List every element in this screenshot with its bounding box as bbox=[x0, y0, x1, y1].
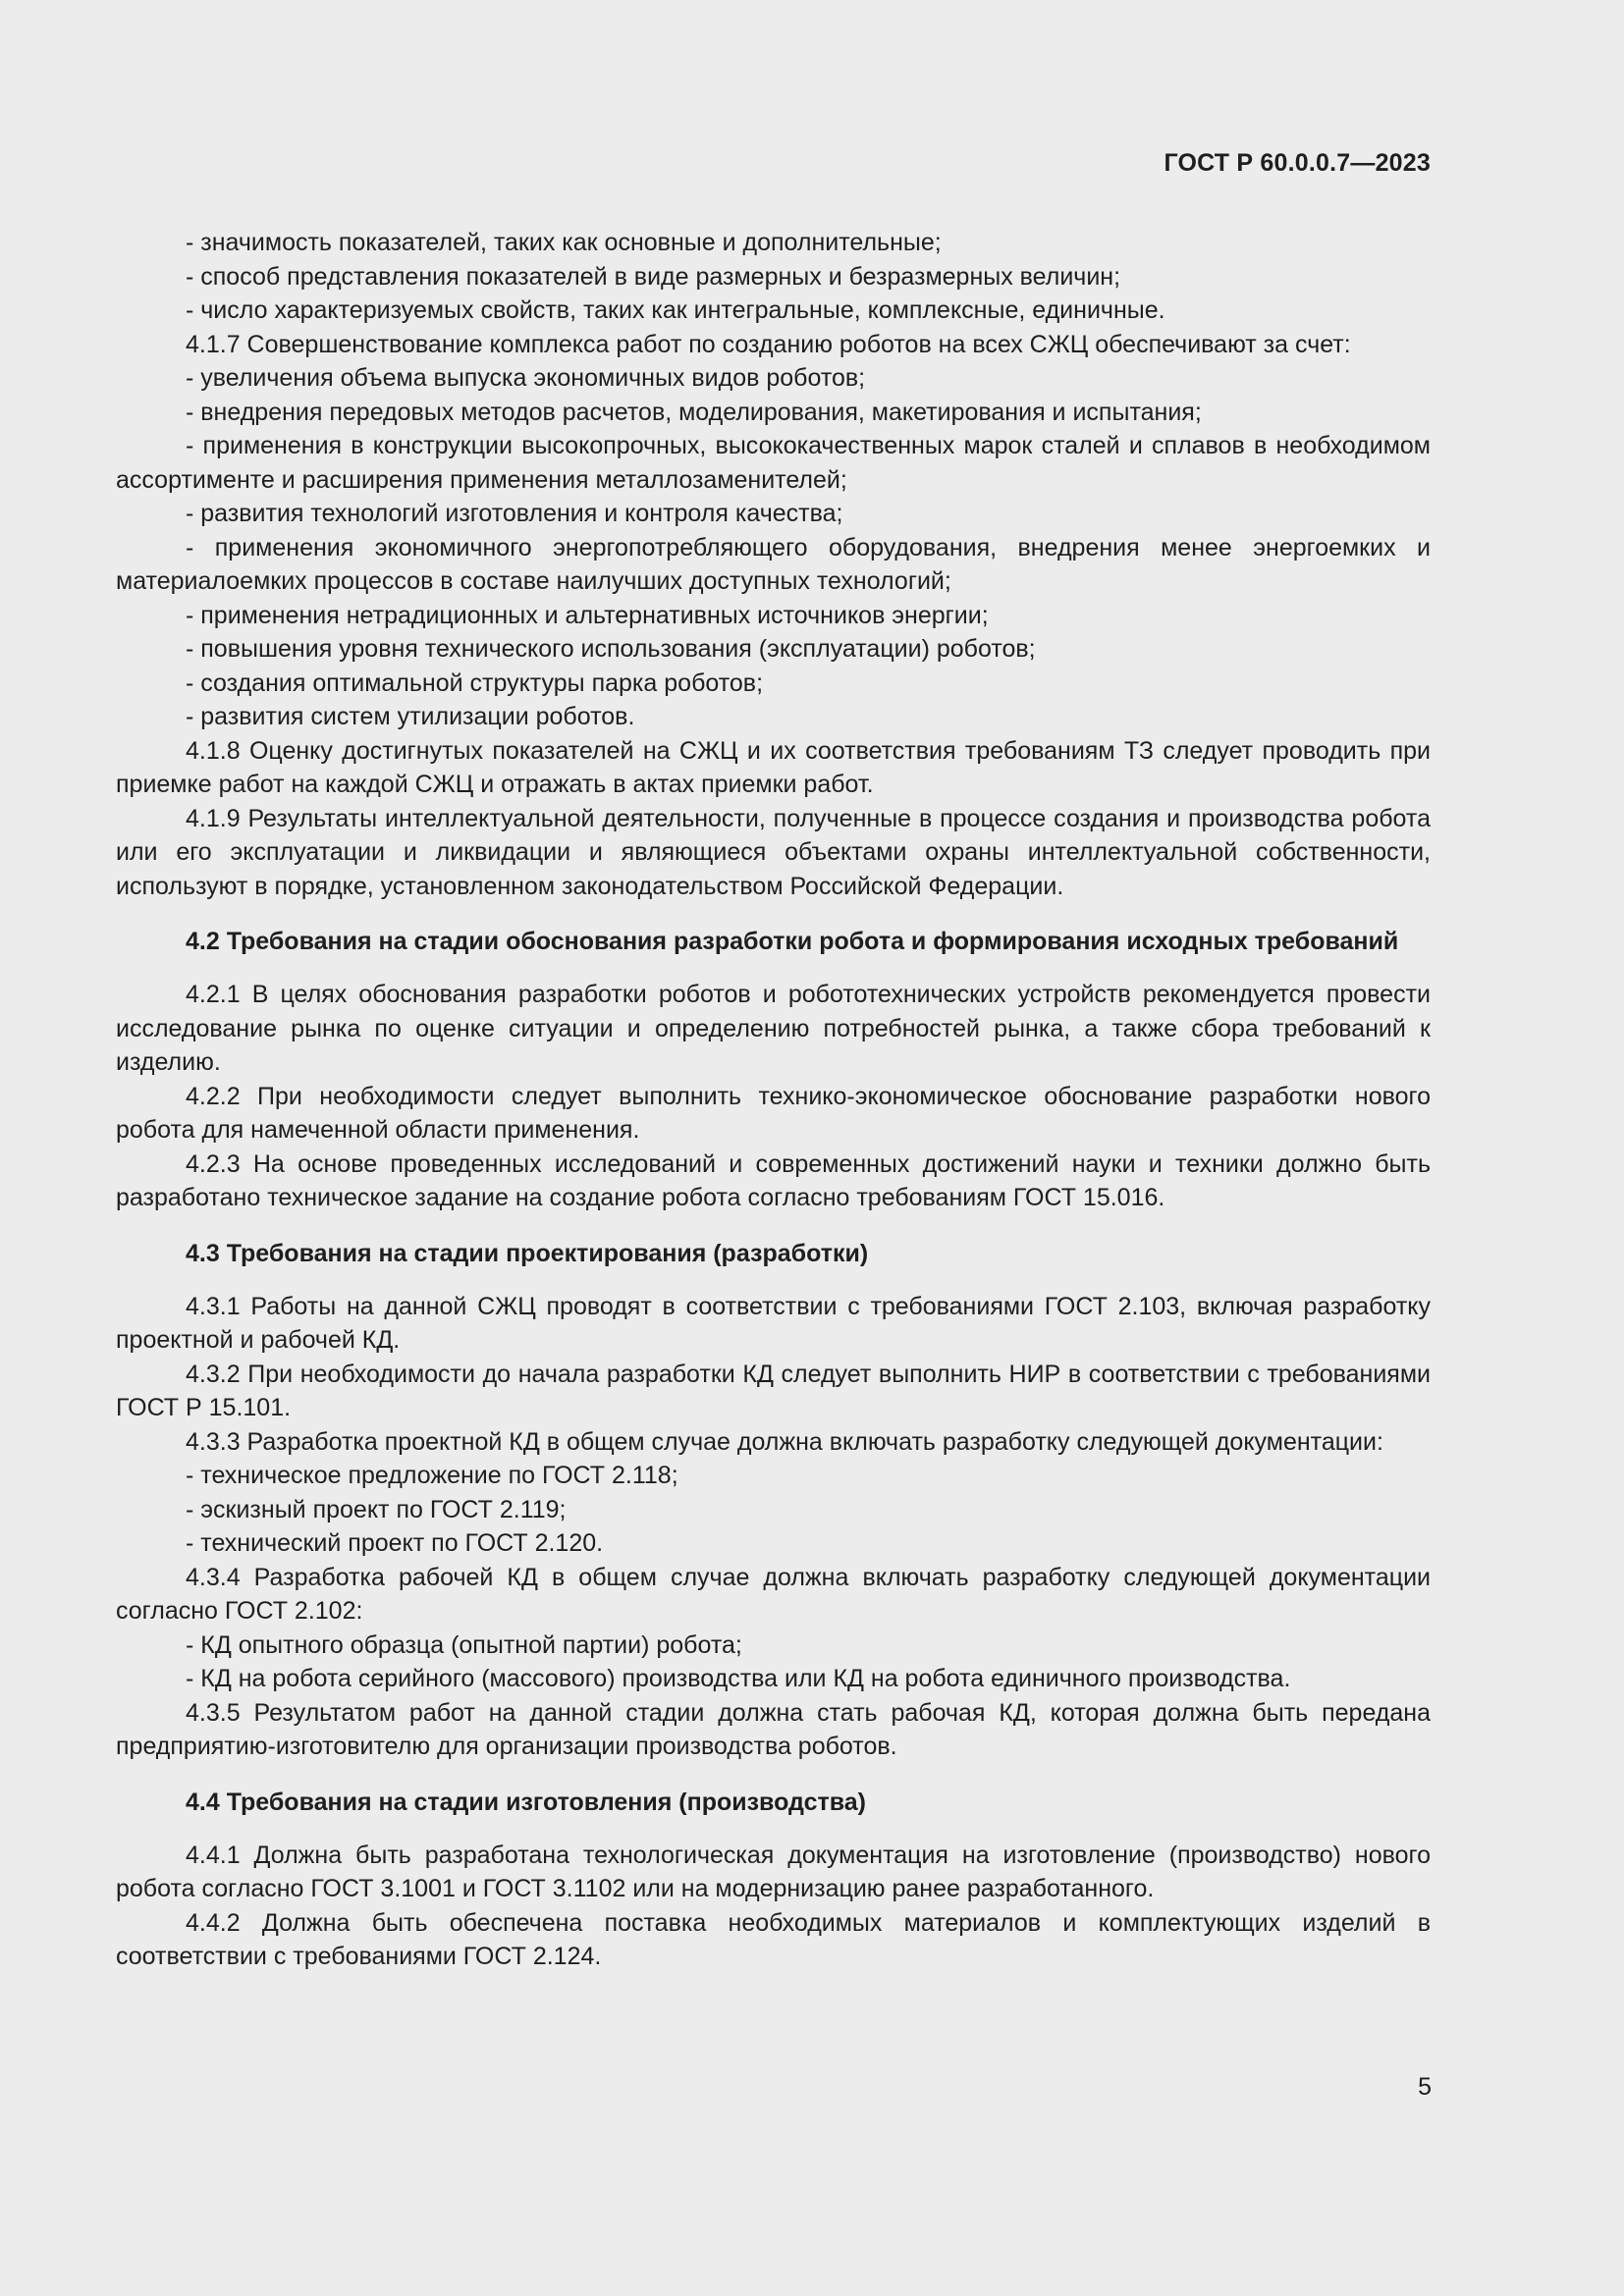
list-item: - развития технологий изготовления и контроля качества; bbox=[186, 500, 843, 527]
section-heading-4-3: 4.3 Требования на стадии проектирования (разработки) bbox=[186, 1239, 869, 1267]
clause-4-2-3: 4.2.3 На основе проведенных исследований и современных достижений науки и техники должно быть разработано техническое задание на создание робота согласно требованиям ГОСТ 15.016. bbox=[116, 1149, 1431, 1211]
list-item: - увеличения объема выпуска экономичных видов роботов; bbox=[186, 364, 866, 392]
list-item: - внедрения передовых методов расчетов, моделирования, макетирования и испытания; bbox=[186, 398, 1202, 426]
list-item: - применения в конструкции высокопрочных, высококачественных марок сталей и сплавов в необходимом ассортименте и расширения применения металлозаменителей; bbox=[116, 432, 1431, 494]
list-item: - число характеризуемых свойств, таких как интегральные, комплексные, единичные. bbox=[186, 296, 1165, 324]
clause-4-3-3: 4.3.3 Разработка проектной КД в общем случае должна включать разработку следующей документации: bbox=[186, 1427, 1383, 1456]
section-heading-4-4: 4.4 Требования на стадии изготовления (производства) bbox=[186, 1788, 866, 1816]
list-item: - эскизный проект по ГОСТ 2.119; bbox=[186, 1495, 567, 1523]
list-item: - развития систем утилизации роботов. bbox=[186, 703, 635, 730]
clause-4-3-4: 4.3.4 Разработка рабочей КД в общем случае должна включать разработку следующей документации согласно ГОСТ 2.102: bbox=[116, 1563, 1431, 1625]
list-item: - создания оптимальной структуры парка роботов; bbox=[186, 668, 764, 697]
list-item: - повышения уровня технического использования (эксплуатации) роботов; bbox=[186, 635, 1036, 663]
document-body bbox=[116, 226, 1431, 1974]
clause-4-2-2: 4.2.2 При необходимости следует выполнить технико-экономическое обоснование разработки нового робота для намеченной области применения. bbox=[116, 1082, 1431, 1144]
list-item: - применения нетрадиционных и альтернативных источников энергии; bbox=[186, 601, 989, 629]
document-header: ГОСТ Р 60.0.0.7—2023 bbox=[1164, 149, 1431, 177]
list-item: - технический проект по ГОСТ 2.120. bbox=[186, 1529, 604, 1557]
clause-4-3-2: 4.3.2 При необходимости до начала разработки КД следует выполнить НИР в соответствии с требованиями ГОСТ Р 15.101. bbox=[116, 1360, 1431, 1421]
clause-4-1-7: 4.1.7 Совершенствование комплекса работ по созданию роботов на всех СЖЦ обеспечивают за счет: bbox=[186, 330, 1351, 358]
clause-4-2-1: 4.2.1 В целях обоснования разработки роботов и робототехнических устройств рекомендуется провести исследование рынка по оценке ситуации и определению потребностей рынка, а также сбора требований к изделию. bbox=[116, 981, 1431, 1076]
section-heading-4-2: 4.2 Требования на стадии обоснования разработки робота и формирования исходных требований bbox=[186, 928, 1399, 955]
clause-4-4-1: 4.4.1 Должна быть разработана технологическая документация на изготовление (производство) нового робота согласно ГОСТ 3.1001 и ГОСТ 3.1102 или на модернизацию ранее разработанного. bbox=[116, 1841, 1431, 1902]
clause-4-4-2: 4.4.2 Должна быть обеспечена поставка необходимых материалов и комплектующих изделий в соответствии с требованиями ГОСТ 2.124. bbox=[116, 1908, 1431, 1970]
page-number: 5 bbox=[1418, 2073, 1432, 2101]
clause-4-3-1: 4.3.1 Работы на данной СЖЦ проводят в соответствии с требованиями ГОСТ 2.103, включая разработку проектной и рабочей КД. bbox=[116, 1292, 1431, 1354]
clause-4-3-5: 4.3.5 Результатом работ на данной стадии должна стать рабочая КД, которая должна быть передана предприятию-изготовителю для организации производства роботов. bbox=[116, 1698, 1431, 1760]
list-item: - значимость показателей, таких как основные и дополнительные; bbox=[186, 229, 942, 256]
list-item: - способ представления показателей в виде размерных и безразмерных величин; bbox=[186, 262, 1121, 291]
clause-4-1-9: 4.1.9 Результаты интеллектуальной деятельности, полученные в процессе создания и производства робота или его эксплуатации и ликвидации и являющиеся объектами охраны интеллектуальной собственности, используют в порядке, установленном законодательством Российской Федерации. bbox=[116, 804, 1431, 900]
list-item: - КД опытного образца (опытной партии) робота; bbox=[186, 1630, 742, 1659]
clause-4-1-8: 4.1.8 Оценку достигнутых показателей на СЖЦ и их соответствия требованиям ТЗ следует проводить при приемке работ на каждой СЖЦ и отражать в актах приемки работ. bbox=[116, 736, 1431, 798]
list-item: - КД на робота серийного (массового) производства или КД на робота единичного производства. bbox=[186, 1665, 1291, 1692]
list-item: - применения экономичного энергопотребляющего оборудования, внедрения менее энергоемких и материалоемких процессов в составе наилучших доступных технологий; bbox=[116, 533, 1431, 595]
list-item: - техническое предложение по ГОСТ 2.118; bbox=[186, 1462, 678, 1489]
